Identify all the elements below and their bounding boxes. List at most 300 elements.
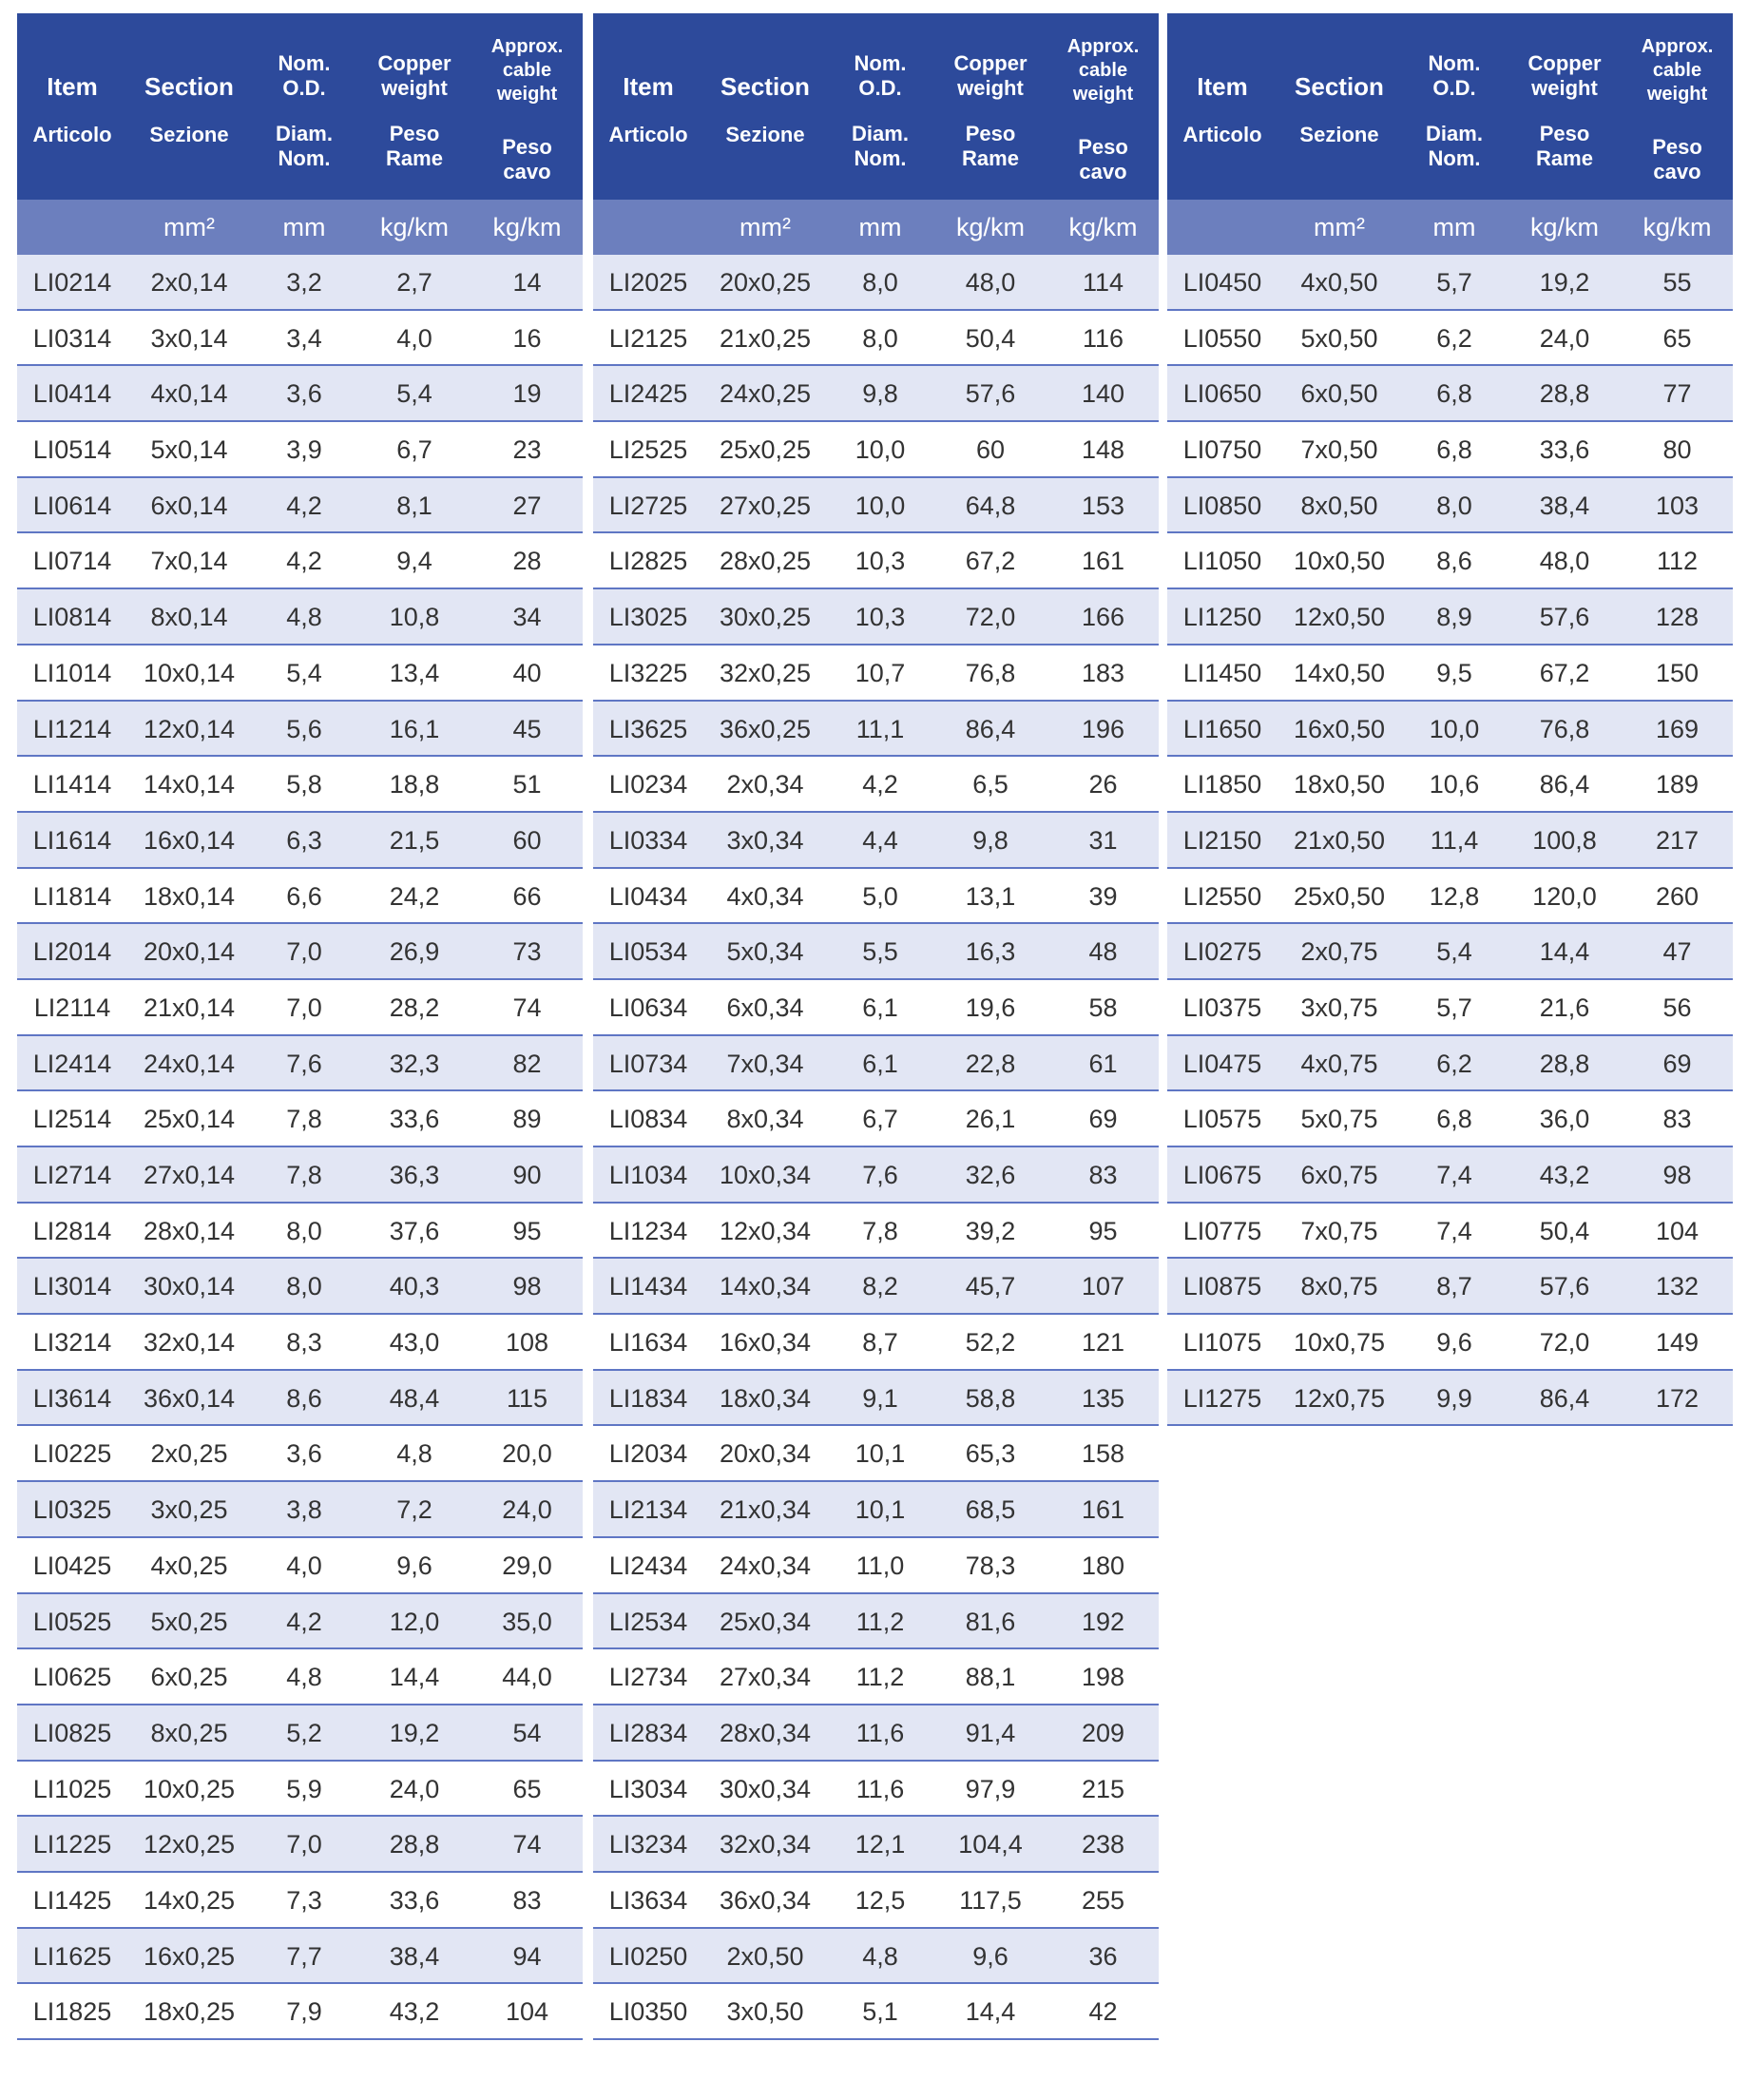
- table-row: [1167, 478, 1733, 534]
- cable-weight-cell: 192: [1081, 1607, 1125, 1636]
- od-cell: 3,8: [286, 1495, 322, 1525]
- od-cell: 5,7: [1436, 268, 1472, 297]
- table-row: [1167, 255, 1733, 311]
- od-cell: 10,0: [855, 491, 906, 520]
- od-cell: 5,7: [1436, 992, 1472, 1022]
- od-cell: 5,6: [286, 714, 322, 743]
- table-row: [593, 702, 1159, 758]
- item-cell: LI3614: [32, 1383, 112, 1413]
- table-row: [17, 533, 583, 589]
- od-cell: 4,4: [862, 825, 898, 855]
- copper-weight-cell: 9,4: [396, 547, 432, 576]
- section-cell: 2x0,25: [150, 1439, 228, 1469]
- table-row: [17, 1426, 583, 1482]
- od-cell: 6,3: [286, 825, 322, 855]
- copper-weight-cell: 88,1: [965, 1663, 1016, 1692]
- table-row: [1167, 924, 1733, 980]
- table-row: [17, 702, 583, 758]
- cable-weight-cell: 36: [1088, 1941, 1118, 1971]
- item-cell: LI0350: [608, 1997, 688, 2027]
- unit-section: mm²: [1314, 213, 1365, 241]
- section-cell: 18x0,50: [1293, 770, 1386, 800]
- table-row: [17, 1929, 583, 1985]
- od-cell: 7,0: [286, 992, 322, 1022]
- cable-weight-cell: 61: [1088, 1049, 1118, 1078]
- section-cell: 32x0,25: [719, 658, 812, 687]
- cable-weight-cell: 116: [1082, 323, 1124, 353]
- copper-weight-cell: 28,8: [389, 1830, 440, 1859]
- section-cell: 18x0,25: [143, 1997, 236, 2027]
- item-cell: LI0734: [608, 1049, 688, 1078]
- cable-weight-cell: 149: [1655, 1328, 1700, 1358]
- copper-weight-cell: 48,0: [1539, 547, 1590, 576]
- section-cell: 28x0,34: [719, 1718, 812, 1747]
- od-cell: 6,1: [862, 992, 898, 1022]
- od-cell: 3,6: [286, 1439, 322, 1469]
- unit-cable: kg/km: [1642, 213, 1712, 241]
- od-cell: 4,2: [286, 547, 322, 576]
- cable-weight-cell: 238: [1081, 1830, 1125, 1859]
- od-cell: 9,6: [1436, 1328, 1472, 1358]
- section-cell: 8x0,75: [1300, 1272, 1378, 1301]
- table-row: [17, 589, 583, 645]
- od-cell: 11,4: [1430, 825, 1479, 855]
- cable-weight-cell: 95: [512, 1216, 542, 1245]
- table-header: [593, 13, 1159, 200]
- od-cell: 6,7: [862, 1105, 898, 1134]
- table-row: [17, 1817, 583, 1873]
- cable-weight-cell: 209: [1081, 1718, 1125, 1747]
- copper-weight-cell: 36,3: [389, 1161, 440, 1189]
- cable-weight-cell: 74: [512, 1830, 542, 1859]
- item-cell: LI0750: [1182, 435, 1262, 465]
- table-row: [593, 311, 1159, 367]
- section-cell: 3x0,14: [150, 323, 228, 353]
- cable-weight-cell: 14: [512, 268, 542, 297]
- cable-weight-cell: 60: [512, 825, 542, 855]
- od-cell: 4,8: [286, 1663, 322, 1692]
- header-section: [703, 13, 827, 200]
- od-cell: 8,7: [862, 1328, 898, 1358]
- od-cell: 5,2: [286, 1718, 322, 1747]
- od-cell: 8,7: [1436, 1272, 1472, 1301]
- header-od-en2: O.D.: [282, 76, 326, 100]
- item-cell: LI3034: [608, 1774, 688, 1803]
- od-cell: 3,9: [286, 435, 322, 465]
- item-cell: LI2525: [608, 435, 688, 465]
- section-cell: 7x0,50: [1300, 435, 1378, 465]
- cable-weight-cell: 69: [1088, 1105, 1118, 1134]
- od-cell: 8,9: [1436, 603, 1472, 632]
- cable-weight-cell: 51: [512, 770, 542, 800]
- od-cell: 7,9: [286, 1997, 322, 2027]
- unit-copper: kg/km: [1529, 213, 1599, 241]
- cable-weight-cell: 150: [1655, 658, 1700, 687]
- section-cell: 4x0,34: [726, 881, 804, 911]
- od-cell: 7,8: [286, 1105, 322, 1134]
- section-cell: 12x0,75: [1293, 1383, 1386, 1413]
- header-cable-en2: cable: [1078, 60, 1128, 81]
- copper-weight-cell: 72,0: [965, 603, 1016, 632]
- copper-weight-cell: 97,9: [965, 1774, 1016, 1803]
- section-cell: 18x0,34: [719, 1383, 812, 1413]
- table-row: [17, 1594, 583, 1650]
- item-cell: LI0325: [32, 1495, 112, 1525]
- od-cell: 7,8: [286, 1161, 322, 1189]
- copper-weight-cell: 19,6: [965, 992, 1016, 1022]
- section-cell: 4x0,50: [1300, 268, 1378, 297]
- cable-weight-cell: 153: [1081, 491, 1125, 520]
- item-cell: LI2025: [608, 268, 688, 297]
- table-row: [17, 1371, 583, 1427]
- copper-weight-cell: 65,3: [965, 1439, 1016, 1469]
- header-cable-en3: weight: [1646, 84, 1708, 105]
- cable-weight-cell: 161: [1081, 1495, 1125, 1525]
- item-cell: LI0814: [32, 603, 112, 632]
- header-copper-en2: weight: [381, 76, 448, 100]
- section-cell: 2x0,50: [726, 1941, 804, 1971]
- header-copper-it2: Rame: [962, 146, 1019, 170]
- copper-weight-cell: 45,7: [965, 1272, 1016, 1301]
- section-cell: 6x0,50: [1300, 379, 1378, 409]
- cable-weight-cell: 65: [1662, 323, 1692, 353]
- item-cell: LI0475: [1182, 1049, 1262, 1078]
- copper-weight-cell: 4,0: [396, 323, 432, 353]
- od-cell: 5,9: [286, 1774, 322, 1803]
- item-cell: LI0625: [32, 1663, 112, 1692]
- section-cell: 25x0,34: [719, 1607, 812, 1636]
- table-row: [17, 924, 583, 980]
- item-cell: LI2125: [608, 323, 688, 353]
- section-cell: 7x0,34: [726, 1049, 804, 1078]
- section-cell: 5x0,75: [1300, 1105, 1378, 1134]
- table-row: [1167, 702, 1733, 758]
- cable-weight-cell: 140: [1081, 379, 1125, 409]
- unit-section: mm²: [740, 213, 791, 241]
- cable-weight-cell: 26: [1088, 770, 1118, 800]
- od-cell: 4,2: [286, 1607, 322, 1636]
- table-row: [17, 422, 583, 478]
- od-cell: 8,6: [1436, 547, 1472, 576]
- table-row: [1167, 533, 1733, 589]
- header-item: [593, 13, 703, 200]
- header-cable-it2: cavo: [1653, 160, 1701, 183]
- od-cell: 5,8: [286, 770, 322, 800]
- item-cell: LI1425: [32, 1885, 112, 1915]
- cable-weight-cell: 196: [1081, 714, 1125, 743]
- copper-weight-cell: 18,8: [389, 770, 440, 800]
- cable-weight-cell: 48: [1088, 937, 1118, 967]
- cable-weight-cell: 169: [1655, 714, 1700, 743]
- cable-weight-cell: 82: [512, 1049, 542, 1078]
- od-cell: 7,6: [286, 1049, 322, 1078]
- table-row: [593, 1426, 1159, 1482]
- table-row: [17, 478, 583, 534]
- header-cable-it1: Peso: [502, 135, 552, 159]
- item-cell: LI0450: [1182, 268, 1262, 297]
- unit-copper: kg/km: [955, 213, 1025, 241]
- header-section: [1277, 13, 1401, 200]
- table-row: [1167, 813, 1733, 869]
- header-od-it1: Diam.: [276, 122, 333, 145]
- copper-weight-cell: 19,2: [389, 1718, 440, 1747]
- item-cell: LI0534: [608, 937, 688, 967]
- od-cell: 4,8: [286, 603, 322, 632]
- copper-weight-cell: 8,1: [396, 491, 432, 520]
- item-cell: LI1634: [608, 1328, 688, 1358]
- header-item-en: Item: [623, 72, 674, 101]
- header-copper: [1508, 13, 1622, 200]
- section-cell: 14x0,14: [143, 770, 236, 800]
- section-cell: 2x0,75: [1300, 937, 1378, 967]
- header-section-en: Section: [1295, 72, 1384, 101]
- cable-weight-cell: 166: [1081, 603, 1125, 632]
- header-item-it: Articolo: [608, 123, 688, 146]
- copper-weight-cell: 58,8: [965, 1383, 1016, 1413]
- item-cell: LI1025: [32, 1774, 112, 1803]
- section-cell: 10x0,34: [719, 1161, 812, 1189]
- header-cable-en3: weight: [496, 84, 558, 105]
- item-cell: LI1850: [1182, 770, 1262, 800]
- copper-weight-cell: 6,5: [972, 770, 1008, 800]
- header-cable-en1: Approx.: [1066, 36, 1140, 57]
- copper-weight-cell: 50,4: [965, 323, 1016, 353]
- section-cell: 36x0,14: [143, 1383, 236, 1413]
- table-row: [1167, 366, 1733, 422]
- cable-weight-cell: 90: [512, 1161, 542, 1189]
- cable-weight-cell: 94: [512, 1941, 542, 1971]
- copper-weight-cell: 76,8: [1539, 714, 1590, 743]
- od-cell: 8,3: [286, 1328, 322, 1358]
- table-row: [593, 1817, 1159, 1873]
- table-body: [593, 255, 1159, 2040]
- item-cell: LI2534: [608, 1607, 688, 1636]
- item-cell: LI2550: [1182, 881, 1262, 911]
- table-row: [1167, 1315, 1733, 1371]
- section-cell: 21x0,14: [143, 992, 236, 1022]
- header-copper-it2: Rame: [386, 146, 443, 170]
- header-cable-en3: weight: [1072, 84, 1134, 105]
- item-cell: LI2825: [608, 547, 688, 576]
- copper-weight-cell: 43,2: [1539, 1161, 1590, 1189]
- copper-weight-cell: 9,8: [972, 825, 1008, 855]
- section-cell: 25x0,25: [719, 435, 812, 465]
- copper-weight-cell: 39,2: [965, 1216, 1016, 1245]
- table-body: [1167, 255, 1733, 1426]
- item-cell: LI0614: [32, 491, 112, 520]
- section-cell: 8x0,34: [726, 1105, 804, 1134]
- od-cell: 3,4: [286, 323, 322, 353]
- od-cell: 11,6: [855, 1774, 905, 1803]
- section-cell: 25x0,14: [143, 1105, 236, 1134]
- item-cell: LI0775: [1182, 1216, 1262, 1245]
- item-cell: LI2725: [608, 491, 688, 520]
- od-cell: 9,5: [1436, 658, 1472, 687]
- copper-weight-cell: 48,4: [389, 1383, 440, 1413]
- section-cell: 27x0,25: [719, 491, 812, 520]
- copper-weight-cell: 33,6: [389, 1105, 440, 1134]
- od-cell: 7,3: [286, 1885, 322, 1915]
- item-cell: LI1614: [32, 825, 112, 855]
- item-cell: LI0525: [32, 1607, 112, 1636]
- cable-weight-cell: 80: [1662, 435, 1692, 465]
- header-od-it2: Nom.: [854, 146, 907, 170]
- copper-weight-cell: 36,0: [1539, 1105, 1590, 1134]
- od-cell: 8,0: [1436, 491, 1472, 520]
- cable-weight-cell: 260: [1655, 881, 1700, 911]
- cable-weight-cell: 45: [512, 714, 542, 743]
- section-cell: 3x0,50: [726, 1997, 804, 2027]
- cable-weight-cell: 27: [512, 491, 542, 520]
- header-cable-en1: Approx.: [1641, 36, 1714, 57]
- table-row: [593, 255, 1159, 311]
- item-cell: LI0650: [1182, 379, 1262, 409]
- copper-weight-cell: 86,4: [1539, 770, 1590, 800]
- table-row: [593, 1482, 1159, 1538]
- table-row: [17, 1204, 583, 1260]
- cable-weight-cell: 20,0: [502, 1439, 552, 1469]
- cable-weight-cell: 148: [1081, 435, 1125, 465]
- table-row: [1167, 869, 1733, 925]
- copper-weight-cell: 5,4: [396, 379, 432, 409]
- section-cell: 7x0,75: [1300, 1216, 1378, 1245]
- table-row: [593, 1538, 1159, 1594]
- cable-weight-cell: 107: [1081, 1272, 1125, 1301]
- section-cell: 30x0,34: [719, 1774, 812, 1803]
- item-cell: LI0434: [608, 881, 688, 911]
- unit-cable: kg/km: [492, 213, 562, 241]
- item-cell: LI0550: [1182, 323, 1262, 353]
- unit-section: mm²: [163, 213, 215, 241]
- copper-weight-cell: 38,4: [389, 1941, 440, 1971]
- copper-weight-cell: 76,8: [965, 658, 1016, 687]
- section-cell: 8x0,14: [150, 603, 228, 632]
- copper-weight-cell: 60: [975, 435, 1006, 465]
- table-row: [593, 924, 1159, 980]
- table-row: [17, 645, 583, 702]
- cable-weight-cell: 65: [512, 1774, 542, 1803]
- copper-weight-cell: 14,4: [389, 1663, 440, 1692]
- od-cell: 4,8: [862, 1941, 898, 1971]
- cable-weight-cell: 74: [512, 992, 542, 1022]
- od-cell: 12,5: [855, 1885, 906, 1915]
- cable-weight-cell: 189: [1655, 770, 1700, 800]
- cable-weight-cell: 172: [1655, 1383, 1700, 1413]
- cable-weight-cell: 161: [1081, 547, 1125, 576]
- od-cell: 6,8: [1436, 1105, 1472, 1134]
- table-row: [1167, 1371, 1733, 1427]
- cable-weight-cell: 29,0: [502, 1551, 552, 1580]
- item-cell: LI3234: [608, 1830, 688, 1859]
- table-body: [17, 255, 583, 2040]
- header-od: [251, 13, 357, 200]
- table-row: [17, 1762, 583, 1818]
- table-row: [17, 1984, 583, 2040]
- copper-weight-cell: 16,3: [965, 937, 1016, 967]
- section-cell: 30x0,14: [143, 1272, 236, 1301]
- od-cell: 3,6: [286, 379, 322, 409]
- header-item-en: Item: [47, 72, 98, 101]
- cable-weight-cell: 31: [1088, 825, 1118, 855]
- unit-cable: kg/km: [1068, 213, 1138, 241]
- table-row: [593, 1259, 1159, 1315]
- table-row: [17, 1259, 583, 1315]
- od-cell: 10,3: [855, 547, 906, 576]
- header-copper-it2: Rame: [1536, 146, 1593, 170]
- section-cell: 24x0,14: [143, 1049, 236, 1078]
- section-cell: 2x0,34: [726, 770, 804, 800]
- header-cable: [1047, 13, 1159, 200]
- cable-weight-cell: 104: [1655, 1216, 1700, 1245]
- section-cell: 4x0,14: [150, 379, 228, 409]
- copper-weight-cell: 22,8: [965, 1049, 1016, 1078]
- item-cell: LI0214: [32, 268, 112, 297]
- od-cell: 8,0: [286, 1216, 322, 1245]
- item-cell: LI0850: [1182, 491, 1262, 520]
- header-item: [17, 13, 127, 200]
- od-cell: 3,2: [286, 268, 322, 297]
- header-copper-it1: Peso: [389, 122, 440, 145]
- item-cell: LI2434: [608, 1551, 688, 1580]
- cable-table-1: [17, 13, 583, 2040]
- table-row: [17, 366, 583, 422]
- table-row: [593, 869, 1159, 925]
- copper-weight-cell: 24,2: [389, 881, 440, 911]
- copper-weight-cell: 32,3: [389, 1049, 440, 1078]
- cable-weight-cell: 121: [1081, 1328, 1125, 1358]
- od-cell: 7,0: [286, 937, 322, 967]
- section-cell: 16x0,25: [143, 1941, 236, 1971]
- section-cell: 16x0,50: [1293, 714, 1386, 743]
- od-cell: 8,2: [862, 1272, 898, 1301]
- item-cell: LI3634: [608, 1885, 688, 1915]
- header-section: [127, 13, 251, 200]
- section-cell: 6x0,25: [150, 1663, 228, 1692]
- section-cell: 28x0,25: [719, 547, 812, 576]
- copper-weight-cell: 57,6: [1539, 1272, 1590, 1301]
- header-od-it2: Nom.: [1428, 146, 1481, 170]
- copper-weight-cell: 50,4: [1539, 1216, 1590, 1245]
- copper-weight-cell: 9,6: [972, 1941, 1008, 1971]
- item-cell: LI2834: [608, 1718, 688, 1747]
- table-row: [17, 1091, 583, 1147]
- copper-weight-cell: 67,2: [965, 547, 1016, 576]
- od-cell: 4,2: [862, 770, 898, 800]
- cable-weight-cell: 42: [1088, 1997, 1118, 2027]
- section-cell: 27x0,14: [143, 1161, 236, 1189]
- table-row: [593, 757, 1159, 813]
- cable-weight-cell: 47: [1662, 937, 1692, 967]
- table-row: [593, 1315, 1159, 1371]
- section-cell: 12x0,14: [143, 714, 236, 743]
- item-cell: LI1034: [608, 1161, 688, 1189]
- cable-weight-cell: 83: [512, 1885, 542, 1915]
- section-cell: 8x0,25: [150, 1718, 228, 1747]
- od-cell: 5,1: [862, 1997, 898, 2027]
- unit-od: mm: [282, 213, 326, 241]
- section-cell: 5x0,14: [150, 435, 228, 465]
- header-copper-en2: weight: [1531, 76, 1598, 100]
- header-section-en: Section: [720, 72, 810, 101]
- od-cell: 5,0: [862, 881, 898, 911]
- cable-weight-cell: 73: [512, 937, 542, 967]
- cable-weight-cell: 34: [512, 603, 542, 632]
- item-cell: LI2034: [608, 1439, 688, 1469]
- table-row: [17, 311, 583, 367]
- copper-weight-cell: 24,0: [389, 1774, 440, 1803]
- copper-weight-cell: 78,3: [965, 1551, 1016, 1580]
- od-cell: 6,6: [286, 881, 322, 911]
